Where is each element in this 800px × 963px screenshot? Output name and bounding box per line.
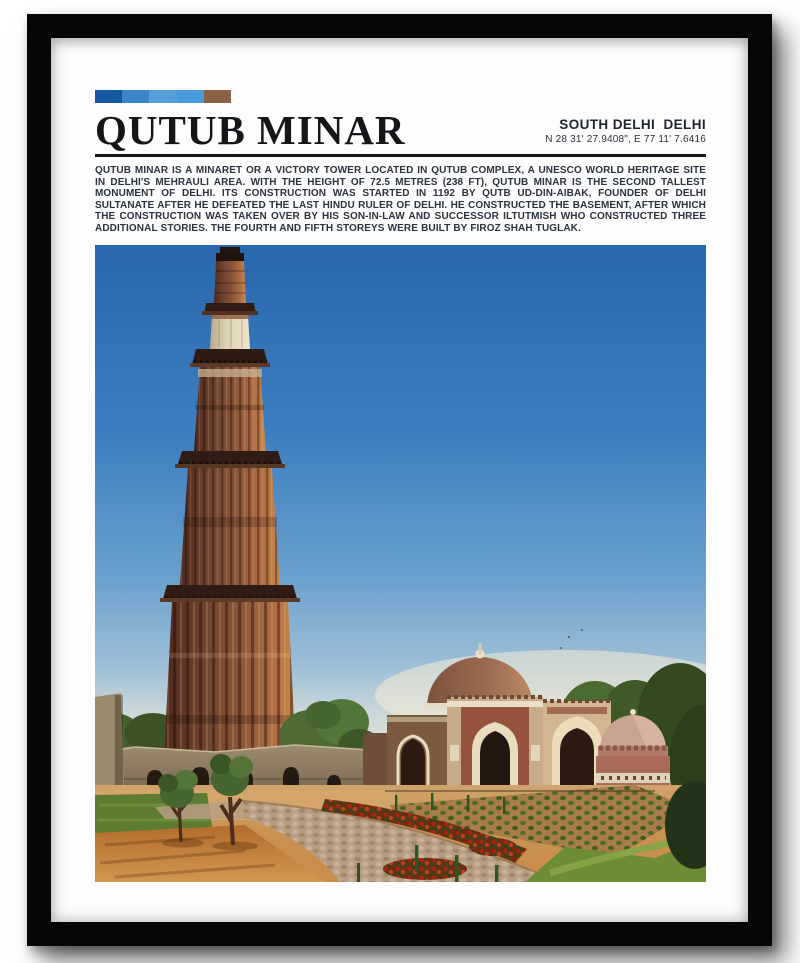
- description-text: QUTUB MINAR IS A MINARET OR A VICTORY TOWER LOCATED IN QUTUB COMPLEX, A UNESCO WORLD HERITAGE SITE IN DELHI'S MEHRAULI AREA. WITH THE HEIGHT OF 72.5 METRES (238 FT), QUTUB MINAR IS THE SECOND TALLEST MONUMENT OF DELHI. ITS CONSTRUCTION WAS STARTED IN 1192 BY QUTB UD-DIN-AIBAK, FOUNDER OF DELHI SULTANATE AFTER HE DEFEATED THE LAST HINDU RULER OF DELHI. HE CONSTRUCTED THE BASEMENT, AFTER WHICH THE CONSTRUCTION WAS TAKEN OVER BY HIS SON-IN-LAW AND SUCCESSOR ILTUTMISH WHO CONSTRUCTED THREE ADDITIONAL STORIES. THE FOURTH AND FIFTH STOREYS WERE BUILT BY FIROZ SHAH TUGLAK.: [95, 165, 706, 234]
- location-label: SOUTH DELHI DELHI: [559, 117, 706, 132]
- picture-frame: [27, 14, 772, 946]
- accent-color-bar: [95, 90, 231, 103]
- poster-title: QUTUB MINAR: [95, 107, 406, 153]
- poster-header: [95, 105, 706, 151]
- accent-swatch-5: [204, 90, 231, 103]
- accent-swatch-4: [177, 90, 204, 103]
- accent-swatch-3: [149, 90, 176, 103]
- header-divider-rule: [95, 154, 706, 157]
- accent-swatch-1: [95, 90, 122, 103]
- matte-board: [51, 38, 748, 922]
- coordinates-label: N 28 31' 27.9408", E 77 11' 7.6416: [545, 134, 706, 145]
- qutub-minar-photo: [95, 245, 706, 882]
- location-block: [545, 117, 706, 151]
- accent-swatch-2: [122, 90, 149, 103]
